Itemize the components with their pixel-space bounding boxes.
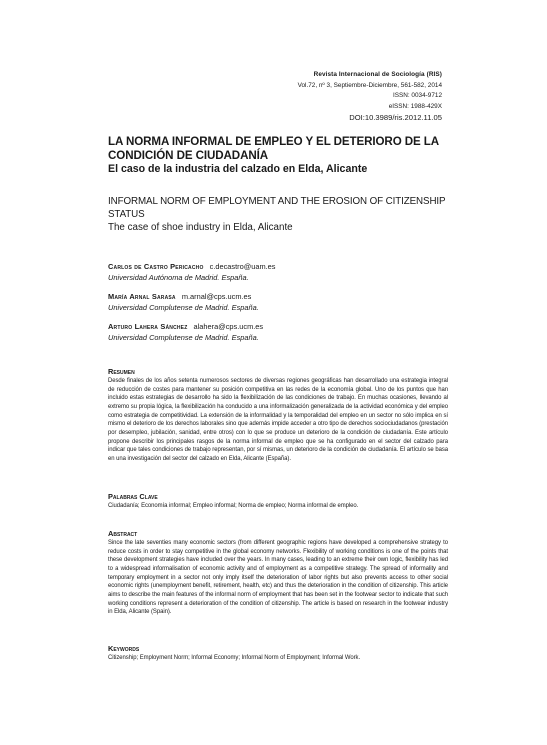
author-name: María Arnal Sarasa: [108, 292, 176, 301]
author-name: Arturo Lahera Sánchez: [108, 322, 188, 331]
author-institution: Universidad Autónoma de Madrid. España.: [108, 272, 249, 282]
resumen-text: Desde finales de los años setenta numerosos sectores de diversas regiones geográficas han desarrollado una estrategia integral de reducción de costes para mantener su posición competitiva en las redes de la economía global. Uno de los puntos que han incluido estas estrategias de desarrollo ha sido la flexibilización de las condiciones de trabajo. En muchas ocasiones, llevando al extremo su propia lógica, la flexibilización ha conducido a una informalización generalizada de la actividad económica y del empleo como estrategia de competitividad. La extensión de la informalidad y la temporalidad del empleo en un sector no sólo implica en sí mismo el deterioro de los derechos laborales sino que además impide acceder a otro tipo de derechos sociociudadanos (prestación por desempleo, jubilación, sanidad, entre otros) con lo que se produce un deterioro de la condición de ciudadanía. Este artículo propone describir los principales rasgos de la norma informal de empleo que se ha configurado en el sector del calzado para indicar que tales condiciones de trabajo representan, por sí mismas, un deterioro de la condición de ciudadanía. El artículo se basa en una investigación del sector del calzado en Elda, Alicante (España).: [108, 378, 448, 462]
keywords-text: Citizenship; Employment Norm; Informal Economy; Informal Norm of Employment; Informal Work.: [108, 655, 361, 661]
resumen-heading: Resumen: [108, 367, 135, 376]
journal-header: [298, 70, 442, 124]
subtitle-english: The case of shoe industry in Elda, Alicante: [108, 222, 293, 233]
keywords-section: [108, 644, 448, 663]
title-english: INFORMAL NORM OF EMPLOYMENT AND THE EROSION OF CITIZENSHIP STATUS: [108, 196, 446, 220]
journal-issn: ISSN: 0034-9712: [392, 92, 442, 99]
journal-issue: Vol.72, nº 3, Septiembre-Diciembre, 561-582, 2014: [297, 81, 442, 89]
author-entry: [108, 322, 448, 343]
author-entry: [108, 292, 448, 313]
author-entry: [108, 262, 448, 283]
palabras-clave-section: [108, 492, 448, 511]
author-email: c.decastro@uam.es: [209, 262, 276, 271]
subtitle-spanish: El caso de la industria del calzado en Elda, Alicante: [108, 163, 368, 175]
abstract-heading: Abstract: [108, 529, 138, 538]
abstract-section: [108, 529, 448, 617]
abstract-text: Since the late seventies many economic sectors (from different geographic regions have developed a comprehensive strategy to reduce costs in order to stay competitive in the global economy networks. Flexibility of working conditions is one of the points that these development strategies have included over the years. In many cases, leading to an extreme their own logic, flexibility has led to a widespread informalisation of economic activity and of employment as a competitive strategy. The spread of informality and temporary employment in a sector not only imply itself the deterioration of labor rights but also prevents access to other social economic rights (unemployment benefit, retirement, health, etc) and thus the deterioration in the condition of citizenship. This article aims to describe the main features of the informal norm of employment that has been set in the footwear sector to indicate that such working conditions represent a deterioration of the condition of citizenship. The article is based on research in the footwear industry in Elda, Alicante (Spain).: [108, 540, 448, 616]
keywords-heading: Keywords: [108, 644, 140, 653]
palabras-clave-text: Ciudadanía; Economía informal; Empleo informal; Norma de empleo; Norma informal de empleo.: [108, 503, 359, 509]
journal-name: Revista Internacional de Sociología (RIS): [313, 71, 442, 78]
title-block: [108, 135, 448, 234]
title-spanish: LA NORMA INFORMAL DE EMPLEO Y EL DETERIORO DE LA CONDICIÓN DE CIUDADANÍA: [108, 135, 439, 162]
author-email: alahera@cps.ucm.es: [193, 322, 264, 331]
palabras-clave-heading: Palabras Clave: [108, 492, 158, 501]
article-doi: DOI:10.3989/ris.2012.11.05: [349, 113, 442, 122]
author-institution: Universidad Complutense de Madrid. España.: [108, 302, 259, 312]
resumen-section: [108, 367, 448, 464]
author-list: [108, 262, 448, 352]
author-institution: Universidad Complutense de Madrid. España.: [108, 332, 259, 342]
author-email: m.arnal@cps.ucm.es: [181, 292, 252, 301]
journal-eissn: eISSN: 1988-429X: [388, 102, 442, 110]
author-name: Carlos de Castro Pericacho: [108, 262, 204, 271]
